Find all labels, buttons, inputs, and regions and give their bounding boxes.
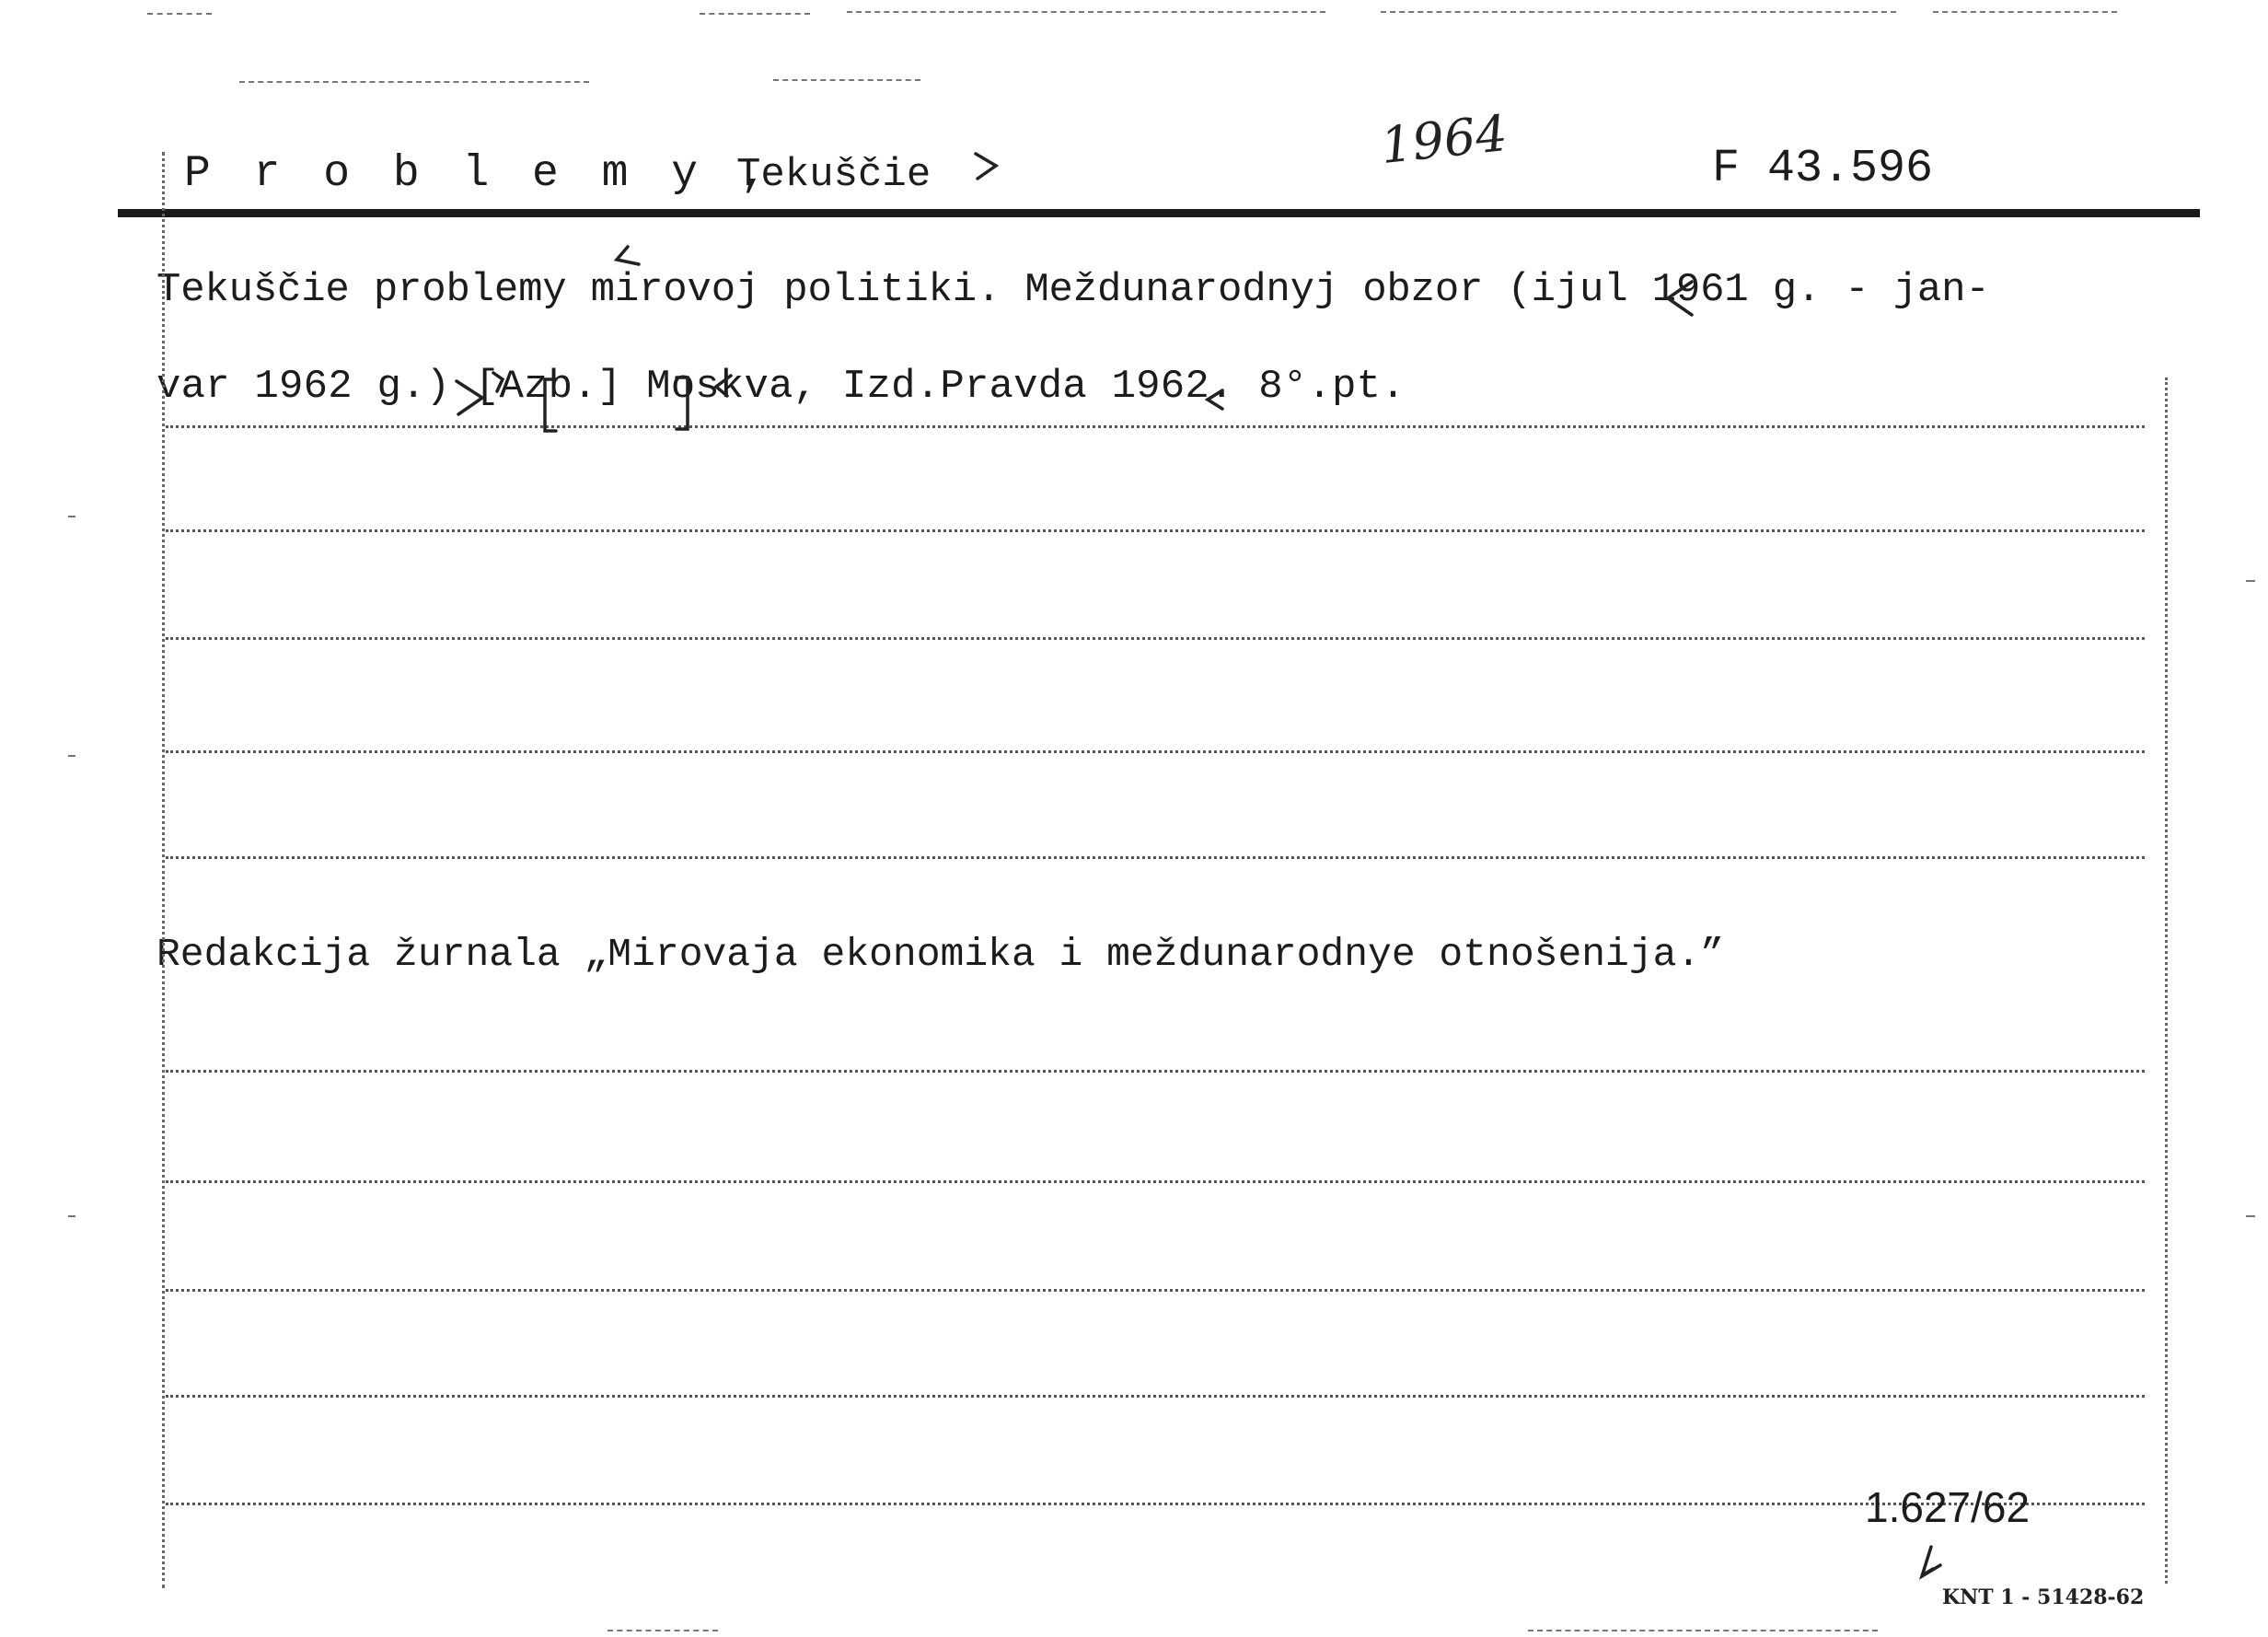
angle-mark <box>976 154 996 179</box>
heading-author: P r o b l e m y , <box>184 149 776 199</box>
scan-artifact-bottom <box>608 1630 718 1631</box>
angle-mark <box>1208 390 1222 409</box>
angle-mark <box>457 381 482 414</box>
scan-artifact-left <box>68 516 75 517</box>
scan-artifact-bottom <box>1528 1630 1878 1631</box>
bracket-left <box>545 379 556 431</box>
angle-mark <box>716 376 731 396</box>
entry-line-2: var 1962 g.) [Azb.] Moskva, Izd.Pravda 1962. 8°.pt. <box>156 364 1406 410</box>
editorial-note: Redakcija žurnala „Mirovaja ekonomika i meždunarodnye otnošenija.” <box>156 932 1725 977</box>
heading-title-word: Tekuščie <box>736 152 932 198</box>
entry-line-1: Tekuščie problemy mirovoj politiki. Meždunarodnyj obzor (ijul 1961 g. - jan- <box>156 267 1990 313</box>
scan-artifact-left <box>68 1215 75 1217</box>
handwritten-year: 1964 <box>1378 103 1510 176</box>
printer-stamp: KNT 1 - 51428-62 <box>1942 1585 2145 1609</box>
scan-artifact-right <box>2246 580 2255 582</box>
scan-artifact-right <box>2246 1215 2255 1217</box>
accession-number: 1.627/62 <box>1865 1483 2031 1531</box>
accent-mark <box>617 247 639 264</box>
angle-mark <box>493 373 503 391</box>
scan-artifact-left <box>68 755 75 757</box>
angle-mark <box>1668 282 1692 315</box>
bracket-right <box>677 377 688 429</box>
shelfmark: F 43.596 <box>1712 143 1934 195</box>
